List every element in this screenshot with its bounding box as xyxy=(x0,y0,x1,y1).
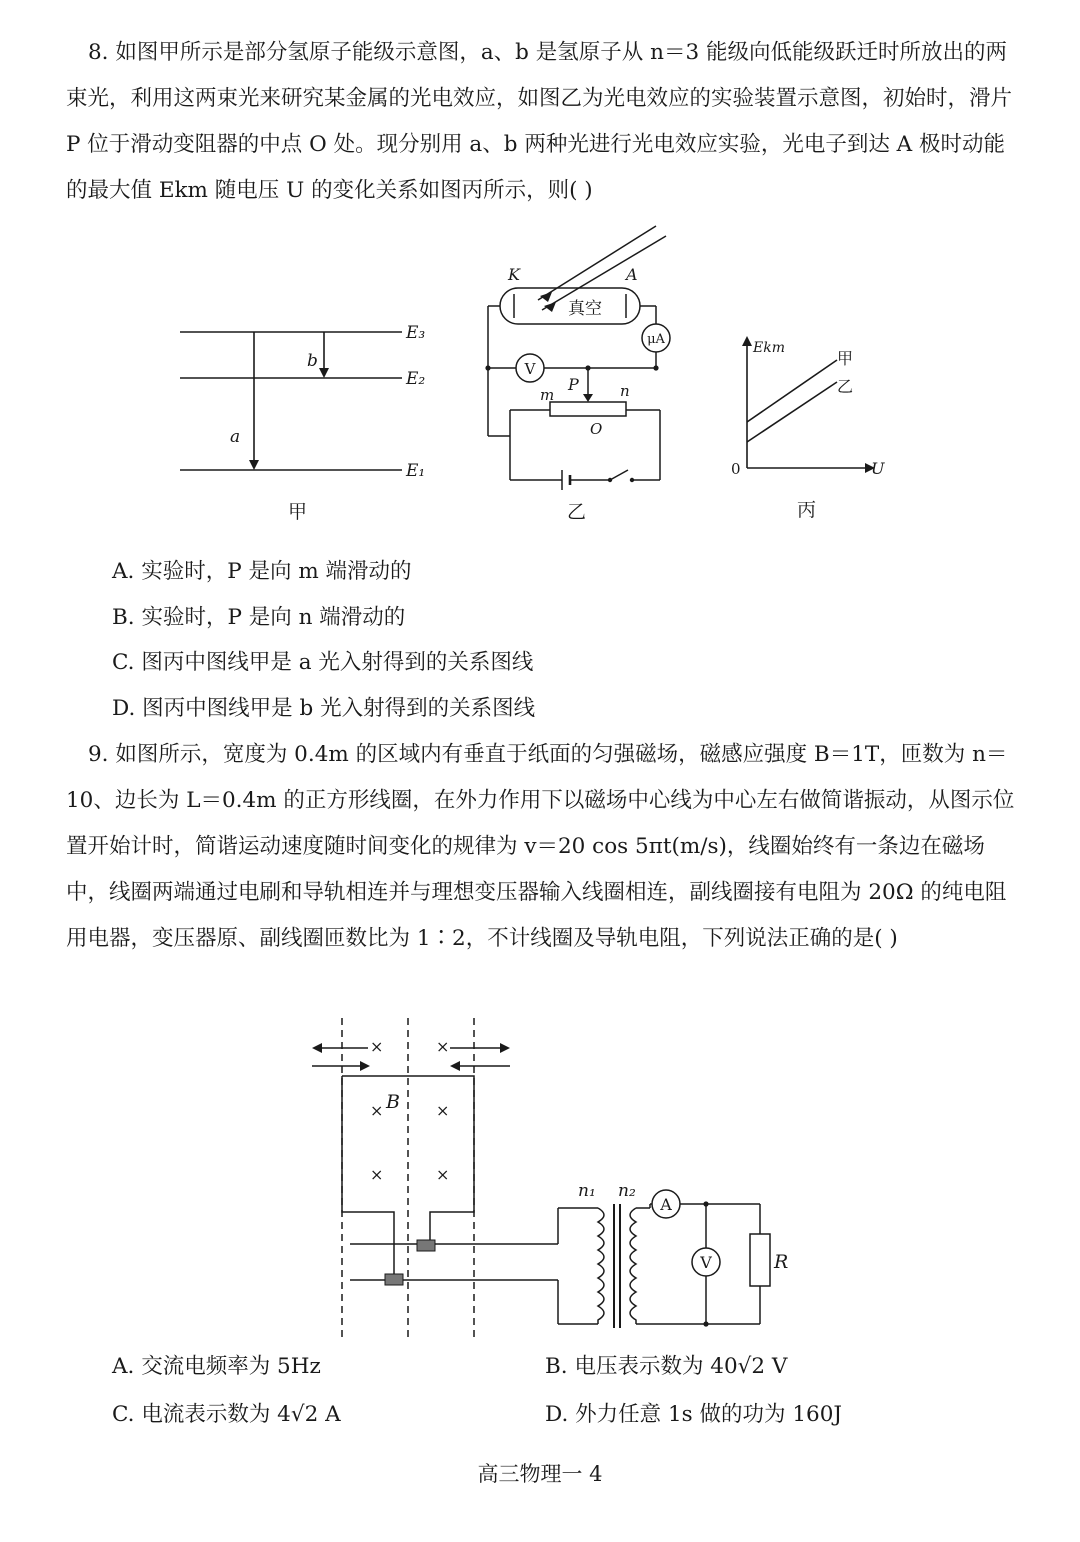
label-e1: E₁ xyxy=(406,461,426,481)
slider-arrowhead xyxy=(583,394,593,402)
cross-mark-3: × xyxy=(370,1101,384,1120)
label-k: K xyxy=(508,265,520,284)
cross-mark-6: × xyxy=(436,1165,450,1184)
label-n: n xyxy=(620,382,630,400)
resistor-r xyxy=(750,1234,770,1286)
cross-mark-4: × xyxy=(436,1101,450,1120)
light-ray-1 xyxy=(538,226,656,300)
label-vacuum: 真空 xyxy=(568,299,602,319)
light-ray-2 xyxy=(542,236,666,310)
figure-jia-energy-levels xyxy=(170,310,440,530)
x-axis-label: U xyxy=(871,459,885,478)
q8-option-c: C. 图丙中图线甲是 a 光入射得到的关系图线 xyxy=(112,650,534,675)
ammeter-label: A xyxy=(660,1195,672,1214)
q8-option-a: A. 实验时，P 是向 m 端滑动的 xyxy=(112,559,412,584)
brush-bottom xyxy=(385,1274,403,1285)
ray-arrowhead-2 xyxy=(544,302,556,312)
secondary-coil xyxy=(630,1208,636,1324)
coil-right-side xyxy=(342,1076,474,1244)
figure-bing-graph xyxy=(725,330,895,530)
arrow-right-top-head xyxy=(500,1043,510,1053)
y-axis-arrow xyxy=(742,336,752,346)
arrow-left-top-head xyxy=(312,1043,322,1053)
caption-jia: 甲 xyxy=(288,501,308,523)
label-m: m xyxy=(540,386,555,404)
switch xyxy=(610,470,628,480)
origin-label: 0 xyxy=(731,460,741,478)
q9-option-a: A. 交流电频率为 5Hz xyxy=(112,1354,321,1379)
brush-top xyxy=(417,1240,435,1251)
label-n2: n₂ xyxy=(618,1181,636,1201)
caption-bing: 丙 xyxy=(797,499,817,521)
microammeter-label: μA xyxy=(647,332,665,347)
label-line-jia: 甲 xyxy=(837,349,854,368)
voltmeter-label: V xyxy=(524,360,536,378)
figure-yi-circuit xyxy=(470,218,690,530)
page-footer: 高三物理一 4 xyxy=(477,1462,603,1486)
label-o: O xyxy=(590,420,603,438)
ray-arrowhead-1 xyxy=(540,292,552,302)
label-e3: E₃ xyxy=(406,323,426,343)
arrow-right-bottom-head xyxy=(450,1061,460,1071)
label-e2: E₂ xyxy=(406,369,426,389)
arrow-b-head xyxy=(319,368,329,378)
rheostat xyxy=(550,402,626,416)
primary-coil xyxy=(598,1208,604,1324)
figure-q9-coil-transformer xyxy=(290,1012,810,1342)
arrow-a-head xyxy=(249,460,259,470)
label-n1: n₁ xyxy=(578,1181,596,1201)
label-b: b xyxy=(307,351,318,371)
q9-option-d: D. 外力任意 1s 做的功为 160J xyxy=(545,1402,843,1427)
label-b-field: B xyxy=(386,1091,400,1113)
arrow-left-bottom-head xyxy=(360,1061,370,1071)
voltmeter-q9-label: V xyxy=(700,1253,712,1272)
caption-yi: 乙 xyxy=(567,501,587,523)
q8-stem: 8. 如图甲所示是部分氢原子能级示意图，a、b 是氢原子从 n＝3 能级向低能级跃迁时所放出的两束光，利用这两束光来研究某金属的光电效应，如图乙为光电效应的实验装置示意图，初始时，滑片 P 位于滑动变阻器的中点 O 处。现分别用 a、b 两种光进行光电效应实验，光电子到达 A 极时动能的最大值 Ekm 随电压 U 的变化关系如图丙所示，则( ) xyxy=(66,40,1013,203)
label-p: P xyxy=(568,375,579,394)
q9-option-c: C. 电流表示数为 4√2 A xyxy=(112,1402,341,1427)
q8-option-b: B. 实验时，P 是向 n 端滑动的 xyxy=(112,605,406,630)
label-a: a xyxy=(230,427,241,447)
cross-mark-2: × xyxy=(436,1037,450,1056)
q8-option-d: D. 图丙中图线甲是 b 光入射得到的关系图线 xyxy=(112,696,536,721)
label-r: R xyxy=(774,1251,789,1273)
label-a-electrode: A xyxy=(626,265,638,284)
q9-stem: 9. 如图所示，宽度为 0.4m 的区域内有垂直于纸面的匀强磁场，磁感应强度 B＝1T，匝数为 n＝10、边长为 L＝0.4m 的正方形线圈，在外力作用下以磁场中心线为中心左右做简谐振动，从图示位置开始计时，简谐运动速度随时间变化的规律为 v＝20 cos 5πt(m/s)，线圈始终有一条边在磁场中，线圈两端通过电刷和导轨相连并与理想变压器输入线圈相连，副线圈接有电阻为 20Ω 的纯电阻用电器，变压器原、副线圈匝数比为 1∶2，不计线圈及导轨电阻，下列说法正确的是( ) xyxy=(66,742,1015,951)
q9-option-b: B. 电压表示数为 40√2 V xyxy=(545,1354,788,1379)
label-line-yi: 乙 xyxy=(837,377,854,396)
cross-mark-5: × xyxy=(370,1165,384,1184)
y-axis-label: Ekm xyxy=(753,340,785,356)
cross-mark-1: × xyxy=(370,1037,384,1056)
